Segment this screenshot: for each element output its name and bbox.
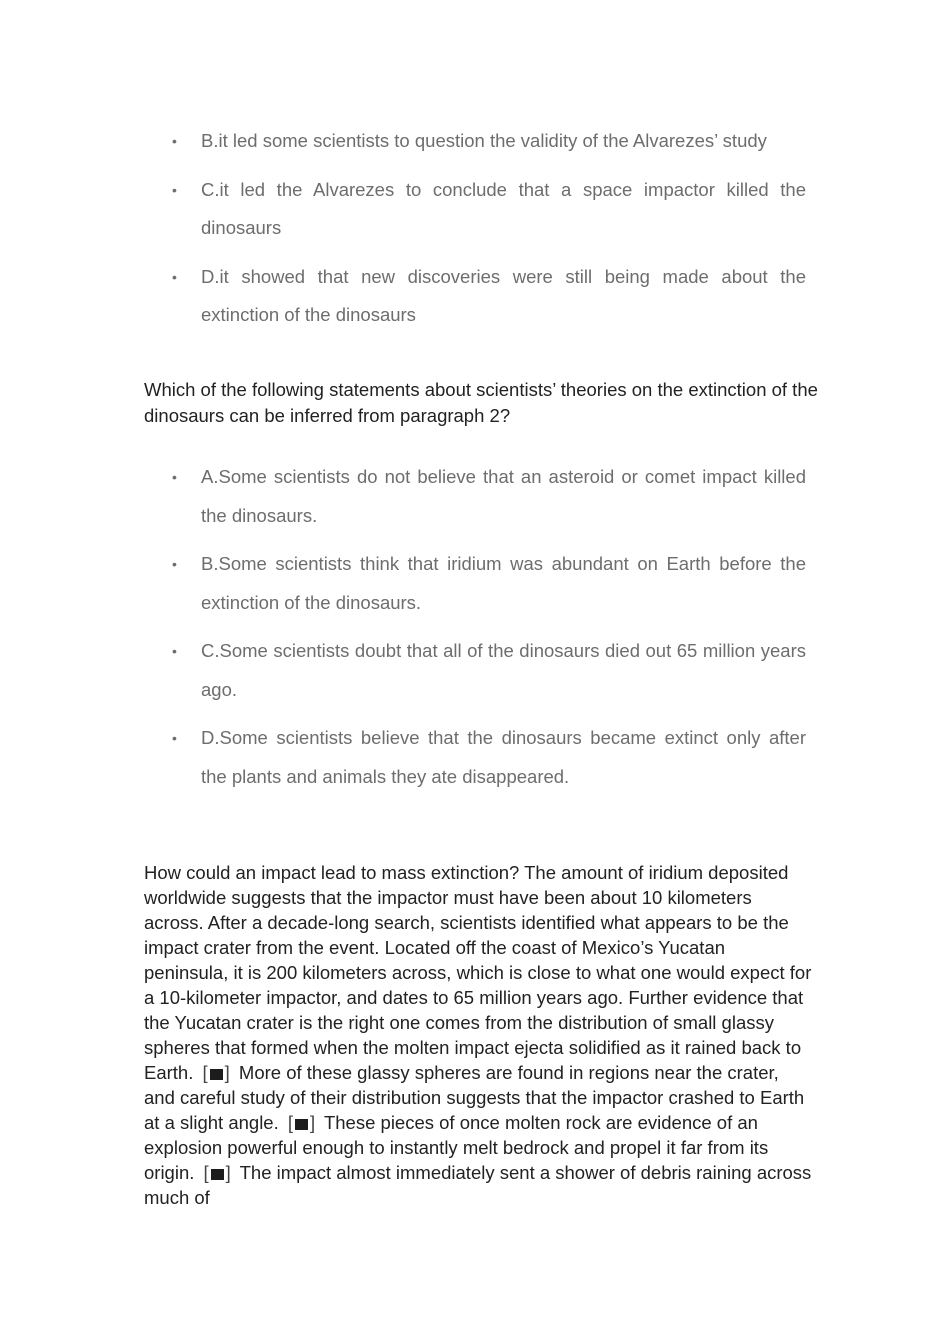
- square-icon: [295, 1119, 308, 1130]
- option-text: D.Some scientists believe that the dinosaurs became extinct only after the plants and animals they ate disappeared.: [201, 727, 806, 787]
- marker-bracket-open: [: [203, 1162, 209, 1183]
- marker-bracket-close: ]: [224, 1062, 230, 1083]
- option-a[interactable]: [144, 458, 806, 535]
- marker-bracket-open: [: [202, 1062, 208, 1083]
- bullet-icon: •: [172, 643, 177, 659]
- question-1-options: [144, 122, 806, 345]
- square-icon: [210, 1069, 223, 1080]
- option-text: C.it led the Alvarezes to conclude that a space impactor killed the dinosaurs: [201, 178, 806, 238]
- question-2-prompt: Which of the following statements about scientists’ theories on the extinction of the dinosaurs can be inferred from paragraph 2?: [144, 379, 818, 426]
- option-text: B.it led some scientists to question the validity of the Alvarezes’ study: [201, 130, 767, 151]
- marker-bracket-close: ]: [225, 1162, 231, 1183]
- passage-text: These pieces of once molten rock are evidence of an explosion powerful enough to instantly melt bedrock and propel it far from its origin.: [144, 1112, 769, 1183]
- passage-text: The impact almost immediately sent a shower of debris raining across much of: [144, 1162, 812, 1208]
- option-b[interactable]: [144, 545, 806, 622]
- marker-bracket-close: ]: [310, 1112, 316, 1133]
- option-text: D.it showed that new discoveries were still being made about the extinction of the dinosaurs: [201, 265, 806, 325]
- marker-bracket-open: [: [287, 1112, 294, 1133]
- bullet-icon: •: [172, 268, 177, 285]
- square-icon: [211, 1169, 224, 1180]
- option-c[interactable]: [144, 632, 806, 709]
- bullet-icon: •: [172, 133, 177, 149]
- bullet-icon: •: [172, 556, 177, 572]
- insert-marker-1[interactable]: [203, 1060, 230, 1085]
- option-d[interactable]: [144, 258, 806, 335]
- passage-text: How could an impact lead to mass extinction? The amount of iridium deposited worldwide suggests that the impactor must have been about 10 kilometers across. After a decade-long search, scientists identified what appears to be the impact crater from the event. Located off the coast of Mexico’s Yucatan peninsula, it is 200 kilometers across, which is close to what one would expect for a 10-kilometer impactor, and dates to 65 million years ago. Further evidence that the Yucatan crater is the right one comes from the distribution of small glassy spheres that formed when the molten impact ejecta solidified as it rained back to Earth.: [144, 862, 812, 1083]
- bullet-icon: •: [172, 469, 177, 485]
- option-text: B.Some scientists think that iridium was abundant on Earth before the extinction of the dinosaurs.: [201, 553, 806, 613]
- bullet-icon: •: [172, 730, 177, 746]
- option-text: C.Some scientists doubt that all of the dinosaurs died out 65 million years ago.: [201, 640, 806, 700]
- bullet-icon: •: [172, 181, 177, 198]
- insert-marker-3[interactable]: [204, 1160, 231, 1185]
- option-b[interactable]: [144, 122, 806, 161]
- option-d[interactable]: [144, 719, 806, 796]
- passage-paragraph: [144, 860, 814, 1210]
- option-c[interactable]: [144, 171, 806, 248]
- option-text: A.Some scientists do not believe that an asteroid or comet impact killed the dinosaurs.: [201, 466, 806, 526]
- question-2-options: [144, 458, 806, 806]
- insert-marker-2[interactable]: [288, 1110, 315, 1135]
- passage-text: More of these glassy spheres are found in regions near the crater, and careful study of their distribution suggests that the impactor crashed to Earth at a slight angle.: [144, 1062, 805, 1133]
